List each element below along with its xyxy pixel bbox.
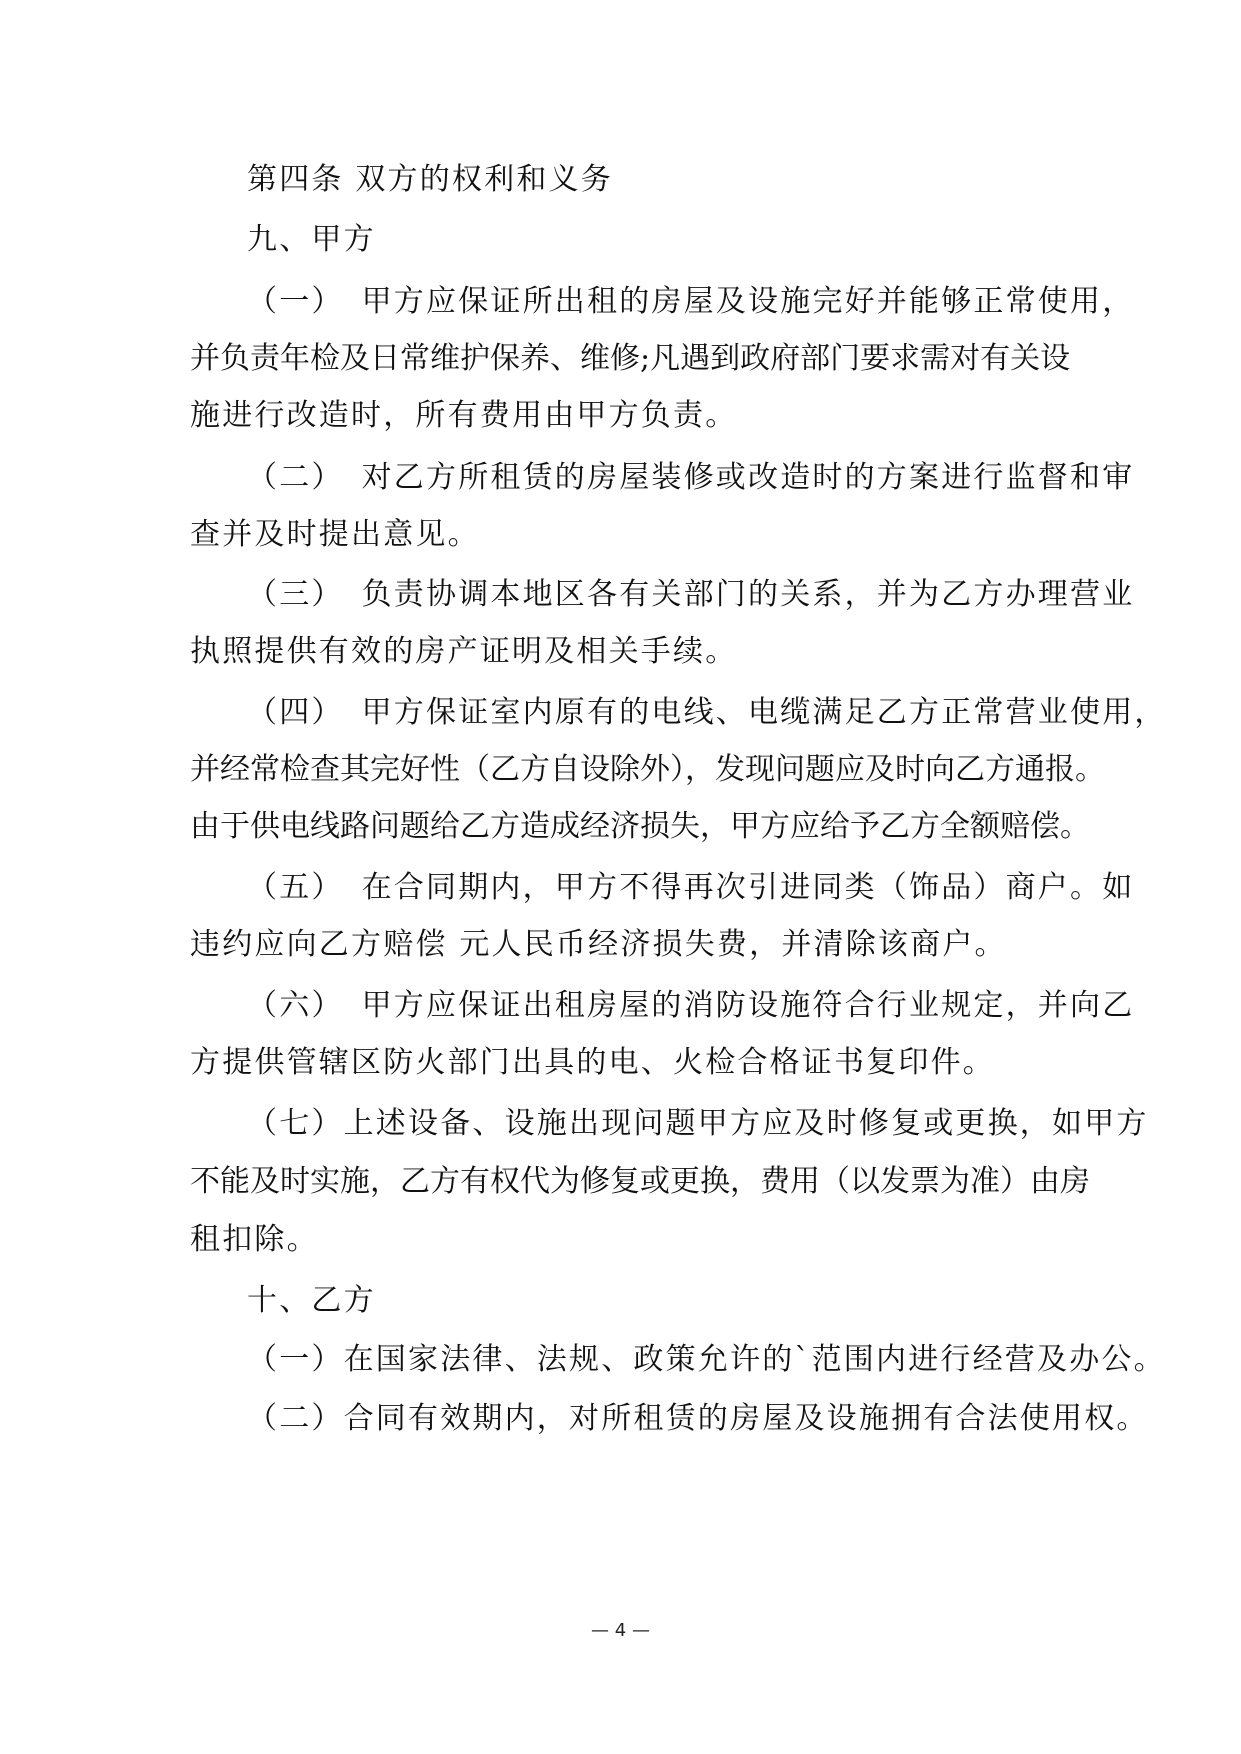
clause-marker: （四） <box>247 695 344 730</box>
party-b-heading: 十、乙方 <box>247 1283 376 1318</box>
clause-b2: （二）合同有效期内，对所租赁的房屋及设施拥有合法使用权。 <box>247 1401 1149 1436</box>
clause-a1-line3: 施进行改造时，所有费用由甲方负责。 <box>190 398 738 433</box>
clause-a2-line2: 查并及时提出意见。 <box>190 517 480 552</box>
clause-marker: （三） <box>247 577 344 612</box>
clause-a7-line3: 租扣除。 <box>190 1222 319 1257</box>
clause-a7-line1: （七）上述设备、设施出现问题甲方应及时修复或更换，如甲方 <box>247 1106 1149 1141</box>
clause-a4-line2: 并经常检查其完好性（乙方自设除外），发现问题应及时向乙方通报。 <box>190 752 1105 787</box>
clause-text: 在合同期内，甲方不得再次引进同类（饰品）商户。如 <box>361 870 1135 905</box>
clause-text: 对乙方所租赁的房屋装修或改造时的方案进行监督和审 <box>361 460 1135 495</box>
page-number: — 4 — <box>591 1620 650 1641</box>
clause-text: 负责协调本地区各有关部门的关系，并为乙方办理营业 <box>361 577 1135 612</box>
clause-a4-line1 <box>247 693 1167 733</box>
clause-b1: （一）在国家法律、法规、政策允许的`范围内进行经营及办公。 <box>247 1342 1166 1377</box>
clause-text: 甲方应保证所出租的房屋及设施完好并能够正常使用， <box>361 284 1135 319</box>
clause-a5-line1 <box>247 868 1134 908</box>
clause-a3-line2: 执照提供有效的房产证明及相关手续。 <box>190 634 738 669</box>
clause-a6-line2: 方提供管辖区防火部门出具的电、火检合格证书复印件。 <box>190 1045 995 1080</box>
article-heading: 第四条 双方的权利和义务 <box>247 162 613 197</box>
clause-marker: （一） <box>247 284 344 319</box>
clause-a2-line1 <box>247 458 1134 498</box>
clause-text: 甲方保证室内原有的电线、电缆满足乙方正常营业使用， <box>361 695 1167 730</box>
clause-a4-line3: 由于供电线路问题给乙方造成经济损失，甲方应给予乙方全额赔偿。 <box>190 809 1090 844</box>
clause-a5-line2: 违约应向乙方赔偿 元人民币经济损失费，并清除该商户。 <box>190 927 1007 962</box>
clause-a1-line1 <box>247 282 1134 322</box>
clause-text: 甲方应保证出租房屋的消防设施符合行业规定，并向乙 <box>361 988 1135 1023</box>
clause-a3-line1 <box>247 575 1134 615</box>
clause-marker: （五） <box>247 870 344 905</box>
clause-marker: （二） <box>247 460 344 495</box>
clause-marker: （六） <box>247 988 344 1023</box>
party-a-heading: 九、甲方 <box>247 222 376 257</box>
clause-a1-line2: 并负责年检及日常维护保养、维修;凡遇到政府部门要求需对有关设 <box>190 341 1071 376</box>
clause-a6-line1 <box>247 986 1134 1026</box>
clause-a7-line2: 不能及时实施，乙方有权代为修复或更换，费用（以发票为准）由房 <box>190 1164 1090 1199</box>
